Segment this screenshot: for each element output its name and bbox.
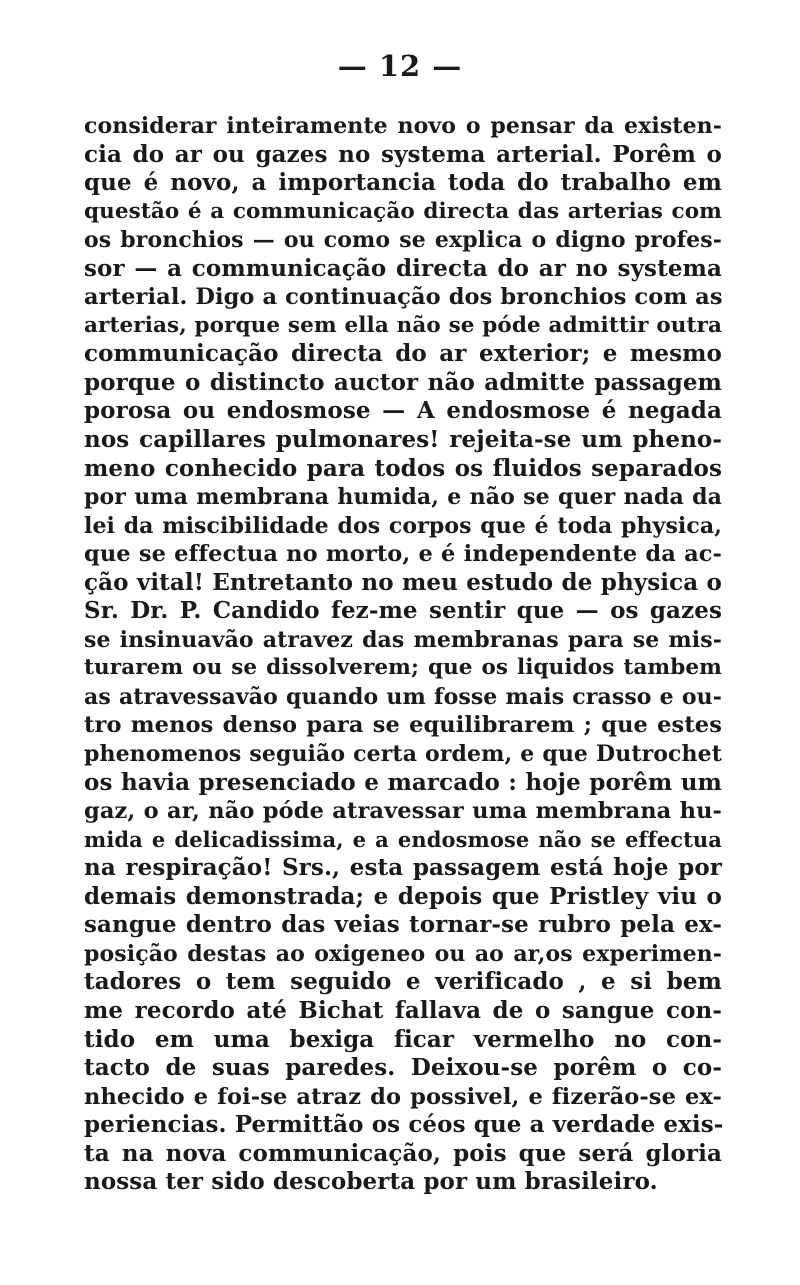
text-line: considerar inteiramente novo o pensar da existen- (84, 113, 722, 139)
body-text (84, 112, 722, 1197)
text-line: na respiração! Srs., esta passagem está hoje por (84, 854, 722, 882)
text-line: sor — a communicação directa do ar no systema (84, 254, 722, 282)
text-line: communicação directa do ar exterior; e mesmo (84, 340, 722, 368)
text-line: arterias, porque sem ella não se póde admittir outra (84, 312, 722, 338)
text-line: arterial. Digo a continuação dos bronchios com as (84, 284, 723, 311)
text-line: meno conhecido para todos os fluidos separados (84, 454, 722, 482)
text-line: questão é a communicação directa das arterias com (84, 198, 722, 224)
text-line: porosa ou endosmose — A endosmose é negada (84, 397, 722, 425)
text-line: tadores o tem seguido e verificado , e si bem (84, 968, 722, 996)
text-line: os bronchios — ou como se explica o digno profes- (84, 227, 722, 254)
text-line: mida e delicadissima, e a endosmose não se effectua (84, 826, 722, 852)
text-line: tro menos denso para se equilibrarem ; que estes (84, 712, 722, 739)
text-line: os havia presenciado e marcado : hoje porêm um (84, 768, 722, 796)
text-line: por uma membrana humida, e não se quer nada da (84, 484, 722, 511)
text-line: as atravessavão quando um fosse mais crasso e ou- (84, 683, 722, 710)
text-line: ção vital! Entretanto no meu estudo de physica o (84, 568, 722, 596)
text-line: nhecido e foi-se atraz do possivel, e fizerão-se ex- (84, 1083, 722, 1110)
text-line: nos capillares pulmonares! rejeita-se um pheno- (84, 426, 722, 454)
text-line: gaz, o ar, não póde atravessar uma membrana hu- (84, 798, 722, 825)
text-line: tido em uma bexiga ficar vermelho no con- (84, 1025, 722, 1053)
text-line: me recordo até Bichat fallava de o sangue con- (84, 996, 722, 1024)
text-line: que se effectua no morto, e é independente da ac- (84, 541, 722, 568)
text-line: tacto de suas paredes. Deixou-se porêm o co- (84, 1054, 722, 1082)
page-number: — 12 — (337, 49, 463, 83)
text-line: que é novo, a importancia toda do trabalho em (84, 169, 722, 197)
text-line: demais demonstrada; e depois que Pristley viu o (84, 882, 722, 910)
text-line: ta na nova communicação, pois que será gloria (84, 1139, 722, 1167)
text-line: cia do ar ou gazes no systema arterial. Porêm o (84, 140, 722, 168)
text-line: se insinuavão atravez das membranas para se mis- (84, 626, 722, 653)
text-line: phenomenos seguião certa ordem, e que Dutrochet (84, 741, 722, 768)
text-line: nossa ter sido descoberta por um brasileiro. (84, 1168, 658, 1196)
text-line: periencias. Permittão os céos que a verdade exis- (84, 1111, 724, 1139)
text-line: porque o distincto auctor não admitte passagem (84, 368, 722, 396)
text-line: sangue dentro das veias tornar-se rubro pela ex- (84, 911, 722, 939)
text-line: posição destas ao oxigeneo ou ao ar,os experimen- (84, 940, 722, 967)
text-line: Sr. Dr. P. Candido fez-me sentir que — os gazes (84, 597, 722, 625)
text-line: turarem ou se dissolverem; que os liquidos tambem (84, 655, 722, 681)
text-line: lei da miscibilidade dos corpos que é toda physica, (84, 512, 722, 539)
